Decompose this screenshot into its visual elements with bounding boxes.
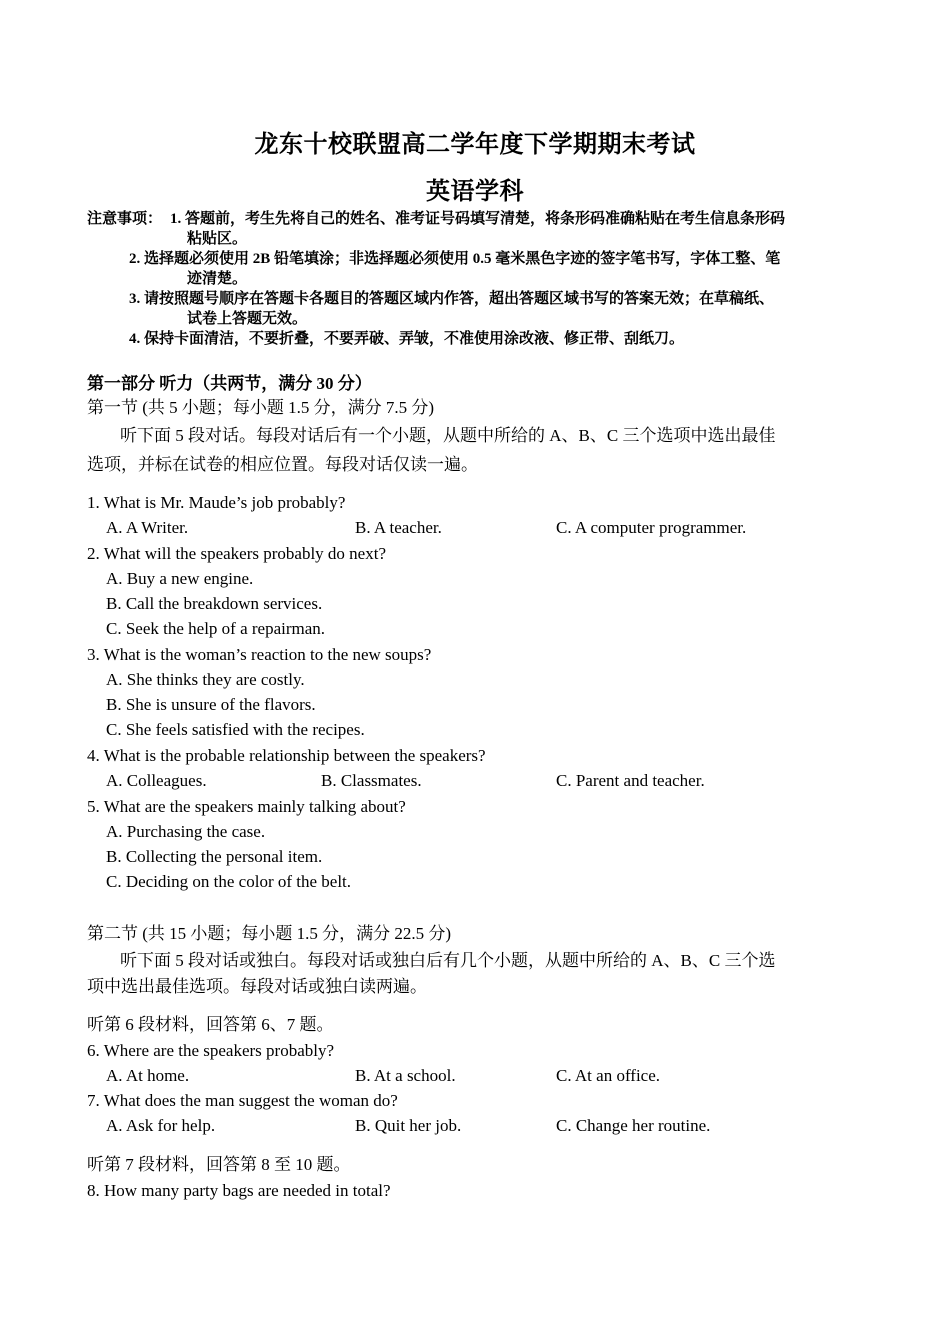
q6-option-a: A. At home. xyxy=(106,1066,190,1085)
question-4: 4. What is the probable relationship between the speakers? xyxy=(87,746,486,765)
q4-option-a: A. Colleagues. xyxy=(106,771,207,790)
q7-option-a: A. Ask for help. xyxy=(106,1116,216,1135)
q3-option-c: C. She feels satisfied with the recipes. xyxy=(106,720,365,739)
q5-option-c: C. Deciding on the color of the belt. xyxy=(106,872,352,891)
q5-option-b: B. Collecting the personal item. xyxy=(106,847,323,866)
notice-item-2-line2: 迹清楚。 xyxy=(187,271,248,287)
section1-instruction-line1: 听下面 5 段对话。每段对话后有一个小题，从题中所给的 A、B、C 三个选项中选出最佳 xyxy=(120,426,776,445)
section1-instruction-line2: 选项，并标在试卷的相应位置。每段对话仅读一遍。 xyxy=(87,455,478,474)
question-5: 5. What are the speakers mainly talking about? xyxy=(87,797,406,816)
exam-subject: 英语学科 xyxy=(426,177,524,205)
section2-instruction-line2: 项中选出最佳选项。每段对话或独白读两遍。 xyxy=(87,977,427,996)
part1-heading: 第一部分 听力（共两节，满分 30 分） xyxy=(87,374,372,393)
q2-option-a: A. Buy a new engine. xyxy=(106,569,254,588)
notice-block xyxy=(87,210,877,350)
q1-option-b: B. A teacher. xyxy=(355,518,442,537)
notice-item-1-line2: 粘贴区。 xyxy=(187,231,248,247)
section2-heading: 第二节 (共 15 小题；每小题 1.5 分，满分 22.5 分) xyxy=(87,924,452,943)
q2-option-b: B. Call the breakdown services. xyxy=(106,594,323,613)
notice-item-1-line1: 1. 答题前，考生先将自己的姓名、准考证号码填写清楚，将条形码准确粘贴在考生信息条形码 xyxy=(170,211,786,227)
q7-option-b: B. Quit her job. xyxy=(355,1116,462,1135)
notice-item-3-line2: 试卷上答题无效。 xyxy=(187,311,308,327)
material-7-label: 听第 7 段材料，回答第 8 至 10 题。 xyxy=(87,1155,351,1174)
q2-option-c: C. Seek the help of a repairman. xyxy=(106,619,326,638)
q7-option-c: C. Change her routine. xyxy=(556,1116,711,1135)
question-6: 6. Where are the speakers probably? xyxy=(87,1041,335,1060)
question-3: 3. What is the woman’s reaction to the new soups? xyxy=(87,645,432,664)
notice-item-2-line1: 2. 选择题必须使用 2B 铅笔填涂；非选择题必须使用 0.5 毫米黑色字迹的签字笔书写，字体工整、笔 xyxy=(129,251,781,267)
q5-option-a: A. Purchasing the case. xyxy=(106,822,266,841)
q4-option-b: B. Classmates. xyxy=(321,771,422,790)
exam-title: 龙东十校联盟高二学年度下学期期末考试 xyxy=(254,130,696,158)
question-8: 8. How many party bags are needed in total? xyxy=(87,1181,391,1200)
question-1: 1. What is Mr. Maude’s job probably? xyxy=(87,493,346,512)
question-2: 2. What will the speakers probably do next? xyxy=(87,544,386,563)
q3-option-b: B. She is unsure of the flavors. xyxy=(106,695,316,714)
notice-item-4-line1: 4. 保持卡面清洁，不要折叠，不要弄破、弄皱，不准使用涂改液、修正带、刮纸刀。 xyxy=(129,331,685,347)
material-6-label: 听第 6 段材料，回答第 6、7 题。 xyxy=(87,1015,334,1034)
question-7: 7. What does the man suggest the woman do? xyxy=(87,1091,398,1110)
section2-instruction-line1: 听下面 5 段对话或独白。每段对话或独白后有几个小题，从题中所给的 A、B、C 三个选 xyxy=(120,951,776,970)
q1-option-a: A. A Writer. xyxy=(106,518,189,537)
q1-option-c: C. A computer programmer. xyxy=(556,518,747,537)
notice-label: 注意事项： xyxy=(87,211,163,227)
section1-heading: 第一节 (共 5 小题；每小题 1.5 分，满分 7.5 分) xyxy=(87,398,435,417)
q6-option-c: C. At an office. xyxy=(556,1066,661,1085)
q6-option-b: B. At a school. xyxy=(355,1066,456,1085)
q3-option-a: A. She thinks they are costly. xyxy=(106,670,305,689)
q4-option-c: C. Parent and teacher. xyxy=(556,771,705,790)
notice-item-3-line1: 3. 请按照题号顺序在答题卡各题目的答题区域内作答，超出答题区域书写的答案无效；在草稿纸、 xyxy=(129,291,775,307)
